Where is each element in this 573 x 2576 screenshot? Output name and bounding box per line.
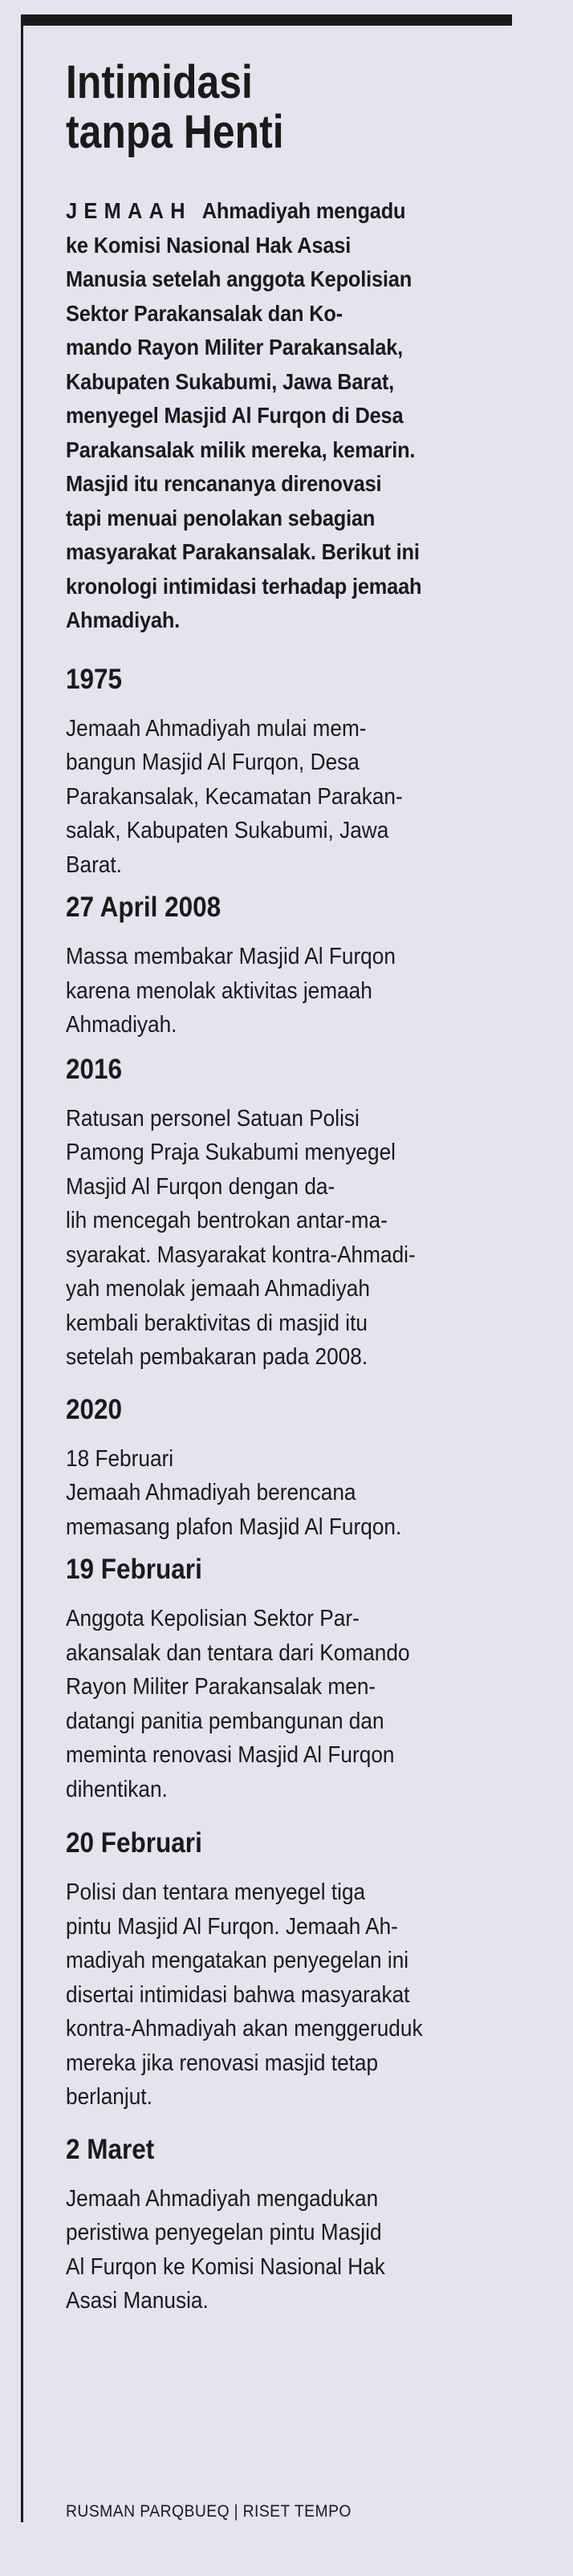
event-body-line: kontra-Ahmadiyah akan menggeruduk — [66, 2016, 423, 2042]
lede-line: Ahmadiyah. — [66, 607, 181, 632]
event-heading: 2 Maret — [66, 2133, 155, 2165]
event-body-line: Polisi dan tentara menyegel tiga — [66, 1879, 366, 1905]
event-body-line: Anggota Kepolisian Sektor Par- — [66, 1606, 360, 1631]
event-heading: 2016 — [66, 1053, 123, 1085]
event-body-line: Jemaah Ahmadiyah berencana — [66, 1480, 356, 1505]
event-body-line: mereka jika renovasi masjid tetap — [66, 2050, 379, 2076]
article-column — [66, 58, 515, 2318]
lede-line: ke Komisi Nasional Hak Asasi — [66, 232, 352, 258]
event-body-line: pintu Masjid Al Furqon. Jemaah Ah- — [66, 1913, 398, 1940]
event-body-line: Al Furqon ke Komisi Nasional Hak — [66, 2253, 385, 2280]
credit-line — [66, 2502, 352, 2521]
lede-line-text: Ahmadiyah mengadu — [201, 198, 406, 223]
event-body-line: Pamong Praja Sukabumi menyegel — [66, 1140, 396, 1165]
timeline-event — [66, 1392, 515, 1545]
event-body-line: madiyah mengatakan penyegelan ini — [66, 1948, 409, 1973]
event-body-line: dihentikan. — [66, 1776, 168, 1802]
event-body-line: lih mencegah bentrokan antar-ma- — [66, 1208, 388, 1233]
lede-line: mando Rayon Militer Parakansalak, — [66, 335, 404, 360]
event-body-line: salak, Kabupaten Sukabumi, Jawa — [66, 818, 389, 843]
lede-line — [66, 194, 516, 229]
timeline-event — [66, 662, 515, 883]
event-heading: 27 April 2008 — [66, 892, 221, 923]
timeline-event — [66, 1826, 515, 2115]
timeline-event — [66, 2132, 515, 2318]
event-heading: 20 Februari — [66, 1827, 202, 1859]
lede-line: Kabupaten Sukabumi, Jawa Barat, — [66, 368, 395, 394]
event-body-line: setelah pembakaran pada 2008. — [66, 1344, 368, 1370]
event-body-line: memasang plafon Masjid Al Furqon. — [66, 1514, 402, 1540]
event-body-line: disertai intimidasi bahwa masyarakat — [66, 1981, 410, 2008]
event-body-line: berlanjut. — [66, 2084, 152, 2110]
left-rule-line — [21, 14, 23, 2522]
event-body-line: karena menolak aktivitas jemaah — [66, 977, 372, 1004]
event-body — [66, 1102, 516, 1375]
event-body — [66, 1602, 516, 1806]
event-body-line: akansalak dan tentara dari Komando — [66, 1639, 410, 1666]
event-body-line: datangi panitia pembangunan dan — [66, 1708, 384, 1734]
event-body — [66, 1442, 516, 1545]
title-line-2: tanpa Henti — [66, 106, 284, 158]
event-body-line: Massa membakar Masjid Al Furqon — [66, 944, 396, 969]
event-body-line: bangun Masjid Al Furqon, Desa — [66, 750, 360, 775]
event-body-line: Barat. — [66, 851, 122, 878]
lede-line: menyegel Masjid Al Furqon di Desa — [66, 403, 404, 428]
timeline-event — [66, 1552, 515, 1806]
event-body-line: Ahmadiyah. — [66, 1012, 177, 1038]
event-heading: 2020 — [66, 1393, 123, 1425]
event-body — [66, 712, 516, 883]
event-body-line: syarakat. Masyarakat kontra-Ahmadi- — [66, 1241, 416, 1268]
event-body-line: Masjid Al Furqon dengan da- — [66, 1173, 335, 1200]
event-body-line: kembali beraktivitas di masjid itu — [66, 1310, 368, 1336]
event-heading: 1975 — [66, 663, 123, 695]
event-body-line: Asasi Manusia. — [66, 2288, 209, 2314]
event-body-line: Ratusan personel Satuan Polisi — [66, 1105, 360, 1132]
lede-line: Masjid itu rencananya direnovasi — [66, 471, 382, 496]
lede-line: Sektor Parakansalak dan Ko- — [66, 300, 343, 326]
event-body-line: yah menolak jemaah Ahmadiyah — [66, 1276, 370, 1302]
event-body-line: Jemaah Ahmadiyah mulai mem- — [66, 715, 367, 742]
event-body-line: 18 Februari — [66, 1445, 174, 1472]
lede-kicker: JEMAAH — [66, 198, 192, 223]
credit-author: RUSMAN PARQBUEQ — [66, 2502, 230, 2521]
event-body-line: meminta renovasi Masjid Al Furqon — [66, 1742, 395, 1768]
event-body-line: Parakansalak, Kecamatan Parakan- — [66, 783, 403, 810]
lede-paragraph — [66, 194, 516, 638]
title-line-1: Intimidasi — [66, 56, 253, 108]
event-body-line: peristiwa penyegelan pintu Masjid — [66, 2220, 382, 2245]
page-title — [66, 58, 514, 157]
timeline — [66, 662, 515, 2318]
event-body-line: Rayon Militer Parakansalak men- — [66, 1674, 376, 1700]
event-body — [66, 940, 516, 1042]
lede-line: kronologi intimidasi terhadap jemaah — [66, 573, 422, 599]
timeline-event — [66, 890, 515, 1042]
credit-source: RISET TEMPO — [242, 2502, 352, 2521]
top-rule-bar — [21, 14, 512, 26]
credit-separator: | — [234, 2502, 239, 2521]
lede-line: Manusia setelah anggota Kepolisian — [66, 266, 412, 291]
lede-line: tapi menuai penolakan sebagian — [66, 505, 376, 530]
lede-line: Parakansalak milik mereka, kemarin. — [66, 437, 416, 462]
event-heading: 19 Februari — [66, 1554, 202, 1585]
timeline-event — [66, 1052, 515, 1375]
lede-line: masyarakat Parakansalak. Berikut ini — [66, 539, 420, 564]
event-body — [66, 1875, 516, 2115]
event-body — [66, 2182, 516, 2318]
event-body-line: Jemaah Ahmadiyah mengadukan — [66, 2185, 379, 2212]
